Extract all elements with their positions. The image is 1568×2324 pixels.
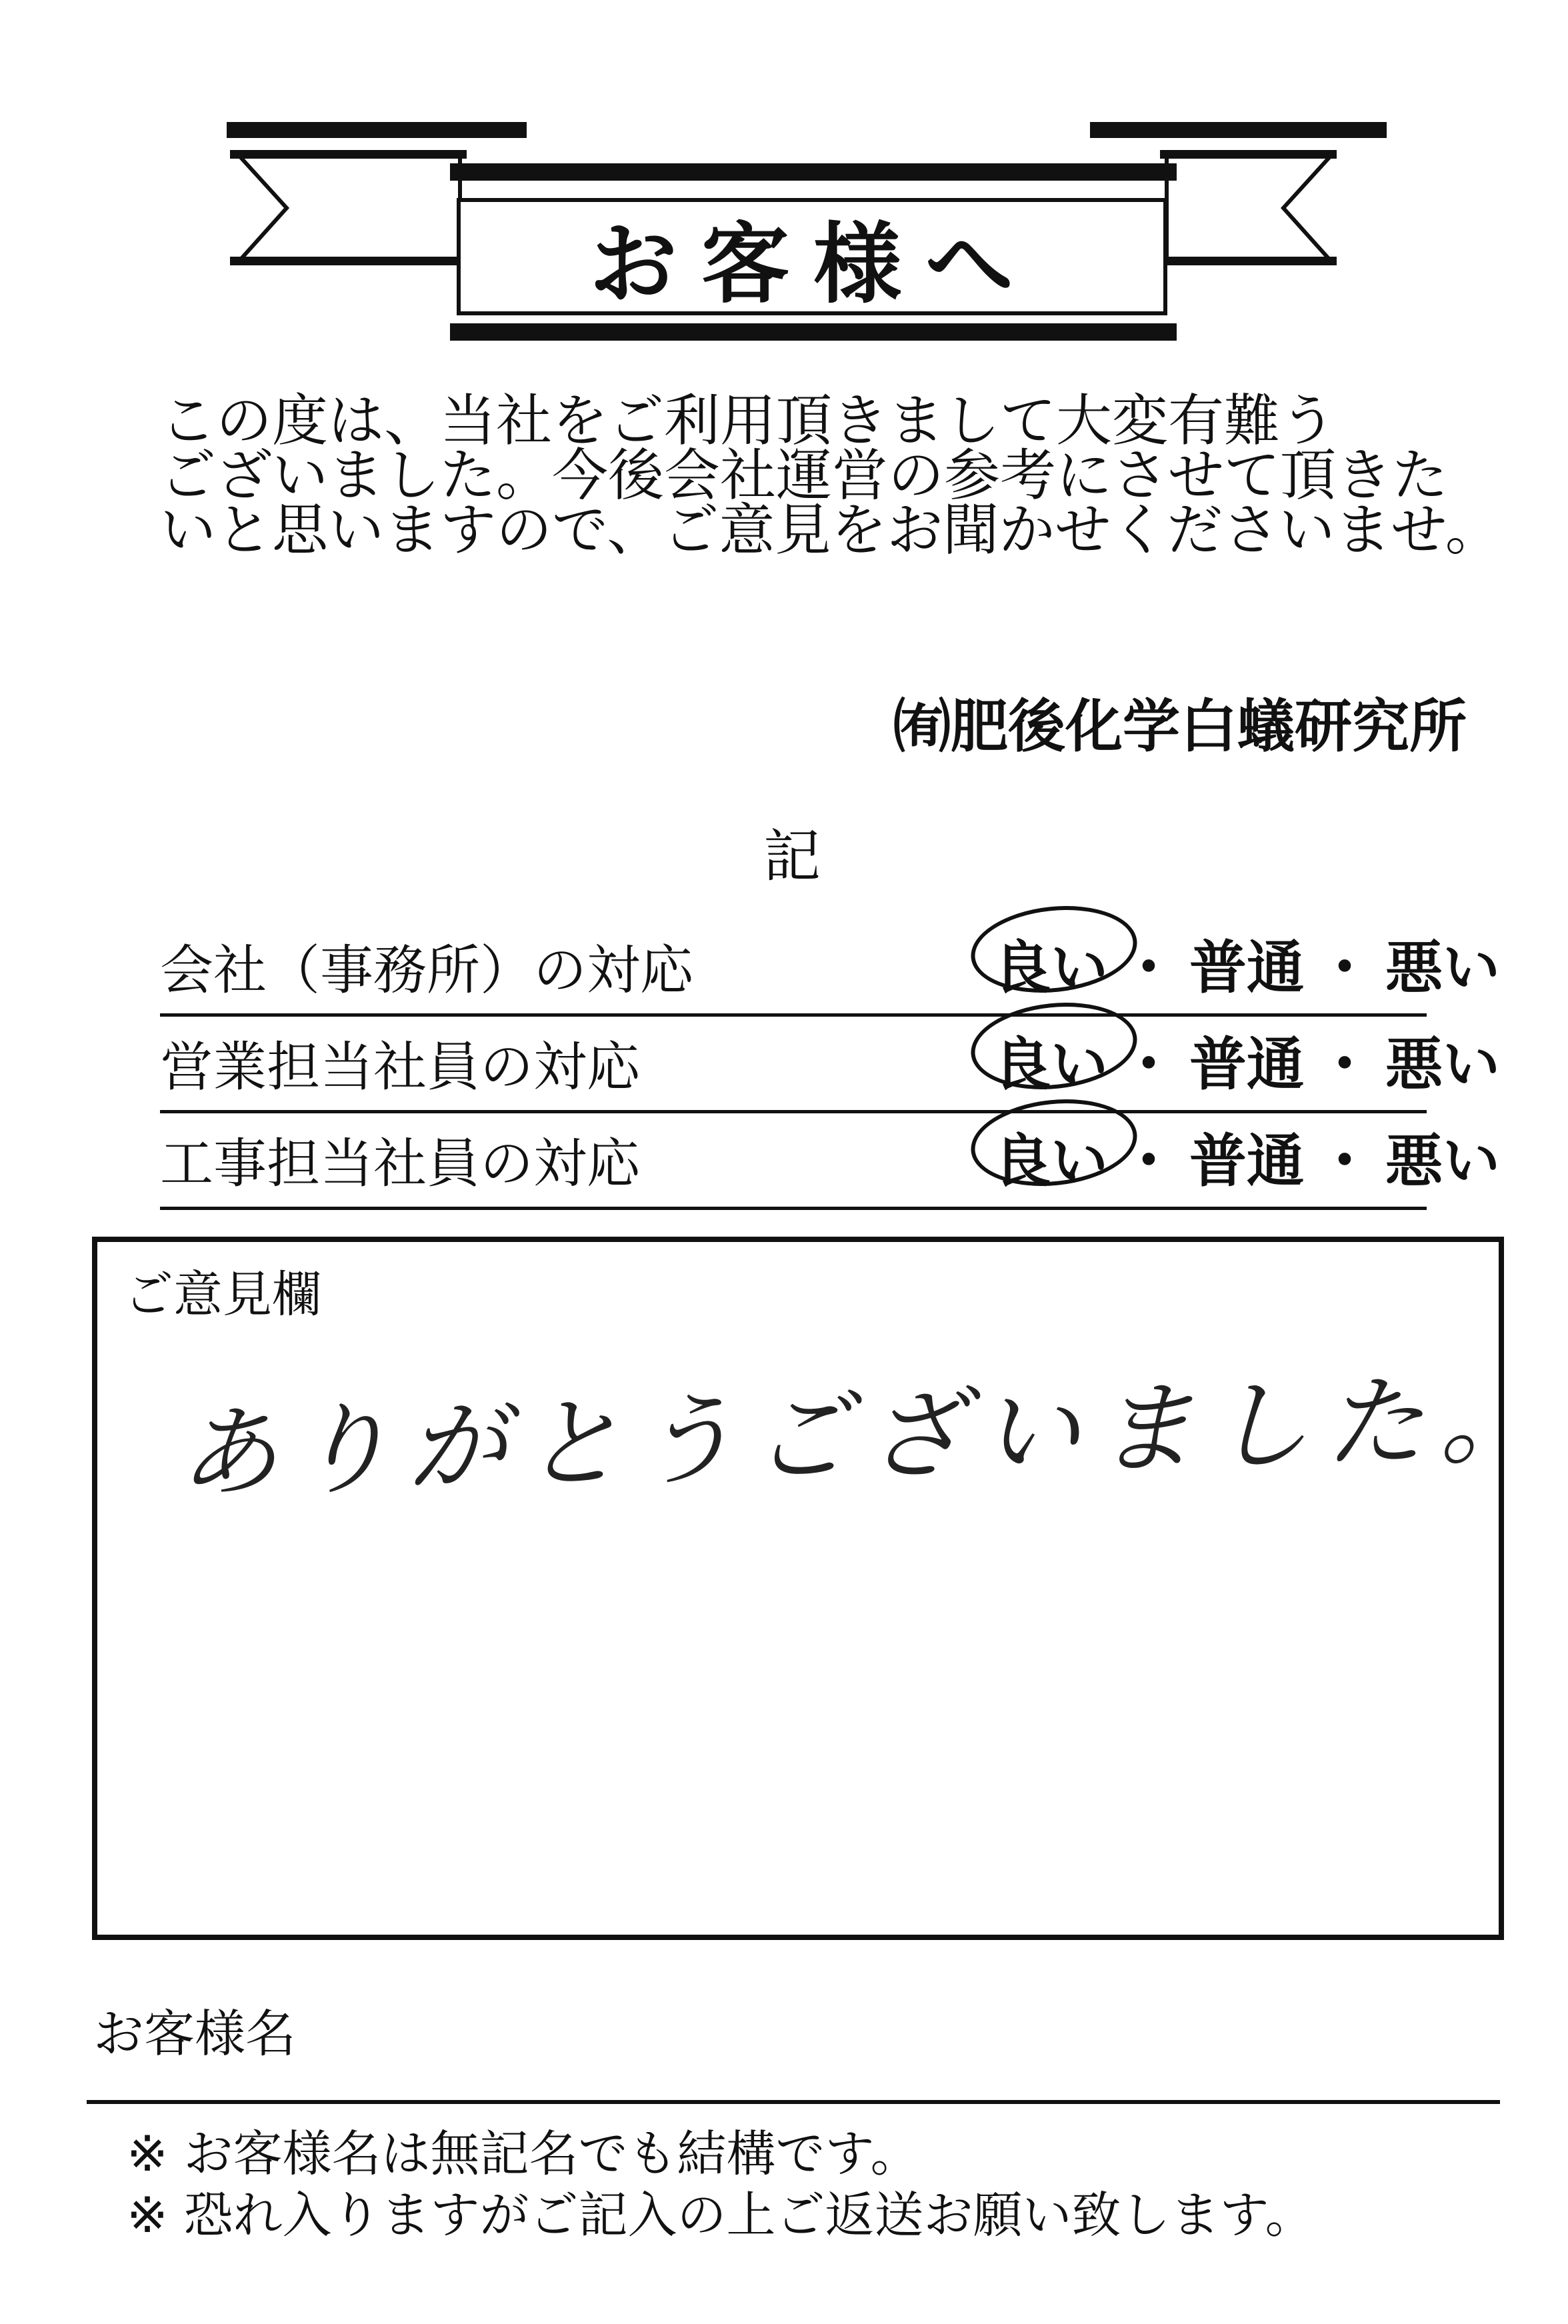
banner-title: お客様へ: [589, 213, 1037, 316]
rating-question: 営業担当社員の対応: [160, 1036, 640, 1098]
separator: ・: [1316, 1031, 1373, 1098]
intro-line: いと思いますので、ご意見をお聞かせくださいませ。: [160, 497, 1501, 563]
rating-question: 工事担当社員の対応: [160, 1133, 640, 1195]
option-label: 良い: [993, 1031, 1108, 1098]
separator: ・: [1120, 934, 1177, 1001]
handwritten-comment: ありがとうございました。: [176, 1361, 1555, 1513]
option-bad[interactable]: 悪い: [1385, 1031, 1500, 1098]
rating-row-construction: [160, 1113, 1500, 1210]
intro-paragraph: [160, 388, 1501, 563]
rating-question: 会社（事務所）の対応: [160, 939, 693, 1001]
note-line: ※ 恐れ入りますがご記入の上ご返送お願い致します。: [127, 2187, 1315, 2244]
note-line: ※ お客様名は無記名でも結構です。: [127, 2125, 920, 2183]
separator: ・: [1120, 1127, 1177, 1195]
title-banner: [0, 0, 1568, 373]
opinion-box[interactable]: [92, 1237, 1555, 1940]
rating-row-sales: [160, 1017, 1500, 1113]
option-good-selected[interactable]: [993, 1018, 1108, 1101]
footer-notes: [127, 2123, 1315, 2246]
option-normal[interactable]: 普通: [1189, 1031, 1304, 1098]
separator: ・: [1316, 934, 1373, 1001]
separator: ・: [1120, 1031, 1177, 1098]
rating-options: [993, 921, 1500, 1004]
option-label: 良い: [993, 1127, 1108, 1195]
option-bad[interactable]: 悪い: [1385, 1127, 1500, 1195]
customer-name-label: お客様名: [93, 2004, 296, 2063]
option-good-selected[interactable]: [993, 921, 1108, 1004]
rating-options: [993, 1018, 1500, 1101]
rating-row-company: [160, 920, 1500, 1017]
option-bad[interactable]: 悪い: [1385, 934, 1500, 1001]
opinion-label: ご意見欄: [124, 1266, 321, 1323]
customer-name-field-line[interactable]: [87, 2100, 1500, 2104]
company-name: ㈲肥後化学白蟻研究所: [893, 693, 1467, 760]
intro-line: この度は、当社をご利用頂きまして大変有難う: [160, 388, 1337, 453]
option-label: 良い: [993, 934, 1108, 1001]
option-normal[interactable]: 普通: [1189, 1127, 1304, 1195]
option-normal[interactable]: 普通: [1189, 934, 1304, 1001]
option-good-selected[interactable]: [993, 1115, 1108, 1197]
ki-heading: 記: [763, 823, 821, 890]
separator: ・: [1316, 1127, 1373, 1195]
intro-line: ございました。今後会社運営の参考にさせて頂きた: [160, 443, 1449, 508]
rating-options: [993, 1115, 1500, 1197]
